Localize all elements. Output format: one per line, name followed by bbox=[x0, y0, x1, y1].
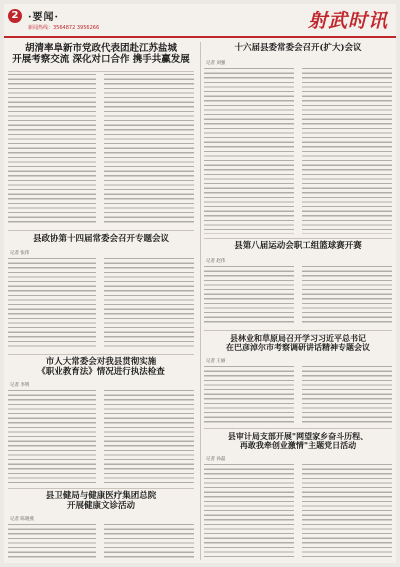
headline-b1-text: 十六届县委常委会召开(扩大)会议 bbox=[234, 43, 362, 53]
column-divider bbox=[200, 42, 201, 560]
byline-a3: 记者 李明 bbox=[10, 383, 30, 388]
newspaper-page bbox=[4, 4, 396, 563]
headline-a3 bbox=[8, 358, 194, 378]
article-b1-text-col2 bbox=[302, 68, 392, 234]
article-a3-text-col1 bbox=[8, 390, 96, 484]
divider bbox=[204, 238, 392, 239]
headline-b2-text: 县第八届运动会职工组篮球赛开赛 bbox=[234, 241, 362, 251]
divider bbox=[204, 330, 392, 331]
headline-b1 bbox=[204, 44, 392, 54]
article-b2-text-col2 bbox=[302, 266, 392, 326]
byline-b4: 记者 孙磊 bbox=[206, 457, 226, 462]
byline-a4: 记者 陈晓燕 bbox=[10, 517, 34, 522]
article-a2-text-col1 bbox=[8, 258, 96, 350]
article-a1-text-col1 bbox=[8, 74, 96, 226]
masthead-logo: 射武时讯 bbox=[307, 10, 388, 32]
article-a4-text-col2 bbox=[104, 524, 194, 560]
divider bbox=[8, 71, 194, 72]
page-number: 2 bbox=[8, 9, 22, 23]
headline-a1-line1: 胡清率阜新市党政代表团赴江苏盐城 bbox=[24, 43, 177, 54]
headline-a4-line1: 县卫健局与健康医疗集团总院 bbox=[45, 491, 157, 501]
divider bbox=[8, 354, 194, 355]
headline-a2-text: 县政协第十四届常委会召开专题会议 bbox=[32, 234, 169, 244]
article-b3-text-col1 bbox=[204, 366, 294, 424]
headline-a1-line2: 开展考察交流 深化对口合作 携手共赢发展 bbox=[12, 53, 190, 65]
headline-a4 bbox=[8, 492, 194, 512]
article-b1-text-col1 bbox=[204, 68, 294, 234]
article-b4-text-col2 bbox=[302, 464, 392, 560]
article-b2-text-col1 bbox=[204, 266, 294, 326]
article-a1-text-col2 bbox=[104, 74, 194, 226]
headline-a3-line1: 市人大常委会对我县贯彻实施 bbox=[45, 357, 157, 367]
headline-b4 bbox=[204, 432, 392, 450]
section-title: ·要闻· bbox=[28, 12, 59, 23]
divider bbox=[8, 230, 194, 231]
headline-b3 bbox=[204, 334, 392, 352]
headline-b3-line2: 在巴彦淖尔市考察调研讲话精神专题会议 bbox=[226, 342, 370, 353]
article-a4-text-col1 bbox=[8, 524, 96, 560]
headline-b4-line2: 再敢我牵创业激情"主题党日活动 bbox=[239, 440, 357, 451]
page-header bbox=[4, 4, 396, 38]
headline-a4-line2: 开展健康文诊活动 bbox=[66, 500, 135, 511]
article-b4-text-col1 bbox=[204, 464, 294, 560]
headline-b3-line1: 县林业和草原局召开学习习近平总书记 bbox=[230, 333, 366, 343]
headline-b2 bbox=[204, 242, 392, 252]
divider bbox=[204, 428, 392, 429]
byline-b1: 记者 刘强 bbox=[206, 61, 226, 66]
news-hotline: 新闻热线：3564872 3956266 bbox=[28, 25, 100, 31]
article-a2-text-col2 bbox=[104, 258, 194, 350]
headline-a3-line2: 《职业教育法》情况进行执法检查 bbox=[37, 366, 165, 377]
headline-a1 bbox=[8, 44, 194, 66]
divider bbox=[8, 488, 194, 489]
byline-b3: 记者 王丽 bbox=[206, 359, 226, 364]
article-b3-text-col2 bbox=[302, 366, 392, 424]
byline-b2: 记者 赵伟 bbox=[206, 259, 226, 264]
article-a3-text-col2 bbox=[104, 390, 194, 484]
headline-b4-line1: 县审计局支部开展"网望家乡奋斗历程、 bbox=[227, 431, 369, 441]
headline-a2 bbox=[8, 235, 194, 245]
byline-a2: 记者 张伟 bbox=[10, 251, 30, 256]
